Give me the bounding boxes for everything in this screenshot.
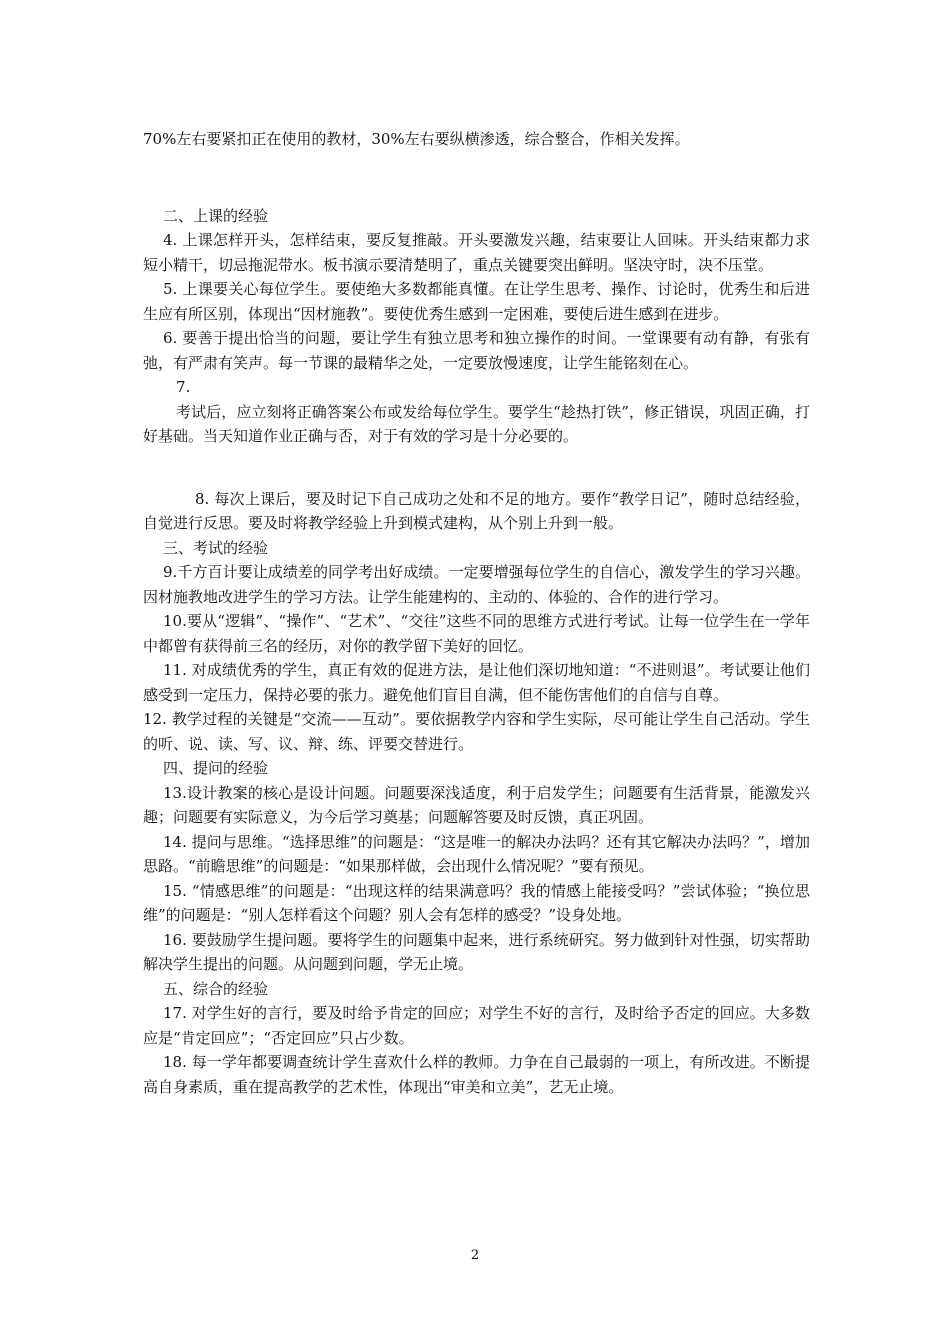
paragraph: 11. 对成绩优秀的学生，真正有效的促进方法，是让他们深切地知道：“不进则退”。考试要让他们感受到一定压力，保持必要的张力。避免他们盲目自满，但不能伤害他们的自信与自尊。 <box>143 661 810 704</box>
paragraph: 8. 每次上课后，要及时记下自己成功之处和不足的地方。要作“教学日记”，随时总结经验，自觉进行反思。要及时将教学经验上升到模式建构，从个别上升到一般。 <box>143 489 810 532</box>
document-body <box>143 127 810 1099</box>
paragraph: 4. 上课怎样开头，怎样结束，要反复推敲。开头要激发兴趣，结束要让人回味。开头结束都力求短小精干，切忌拖泥带水。板书演示要清楚明了，重点关键要突出鲜明。坚决守时，决不压堂。 <box>143 231 810 274</box>
paragraph: 5. 上课要关心每位学生。要使绝大多数都能真懂。在让学生思考、操作、讨论时，优秀生和后进生应有所区别，体现出“因材施教”。要使优秀生感到一定困难，要使后进生感到在进步。 <box>143 280 810 323</box>
paragraph: 14. 提问与思维。“选择思维”的问题是：“这是唯一的解决办法吗？还有其它解决办法吗？”，增加思路。“前瞻思维”的问题是：“如果那样做，会出现什么情况呢？”要有预见。 <box>143 832 810 875</box>
blank-gap <box>143 152 810 204</box>
paragraph: 15. “情感思维”的问题是：“出现这样的结果满意吗？我的情感上能接受吗？”尝试体验；“换位思维”的问题是：“别人怎样看这个问题？别人会有怎样的感受？”设身处地。 <box>143 881 810 924</box>
blank-gap <box>143 449 810 487</box>
paragraph: 考试后，应立刻将正确答案公布或发给每位学生。要学生“趁热打铁”，修正错误，巩固正确，打好基础。当天知道作业正确与否，对于有效的学习是十分必要的。 <box>143 402 810 445</box>
section-heading: 二、上课的经验 <box>163 206 269 225</box>
page-number: 2 <box>470 1248 480 1263</box>
paragraph: 18. 每一学年都要调查统计学生喜欢什么样的教师。力争在自己最弱的一项上，有所改进。不断提高自身素质，重在提高教学的艺术性，体现出“审美和立美”，艺无止境。 <box>143 1053 810 1096</box>
paragraph: 16. 要鼓励学生提问题。要将学生的问题集中起来，进行系统研究。努力做到针对性强，切实帮助解决学生提出的问题。从问题到问题，学无止境。 <box>143 930 810 973</box>
paragraph: 9.千方百计要让成绩差的同学考出好成绩。一定要增强每位学生的自信心，激发学生的学习兴趣。因材施教地改进学生的学习方法。让学生能建构的、主动的、体验的、合作的进行学习。 <box>143 563 810 606</box>
section-heading: 五、综合的经验 <box>163 979 269 998</box>
section-heading: 三、考试的经验 <box>163 538 269 557</box>
paragraph: 17. 对学生好的言行，要及时给予肯定的回应；对学生不好的言行，及时给予否定的回应。大多数应是“肯定回应”；“否定回应”只占少数。 <box>143 1004 810 1047</box>
paragraph: 70%左右要紧扣正在使用的教材，30%左右要纵横渗透，综合整合，作相关发挥。 <box>143 130 690 148</box>
paragraph-number: 7. <box>176 378 191 396</box>
paragraph: 10.要从“逻辑”、“操作”、“艺术”、“交往”这些不同的思维方式进行考试。让每一位学生在一学年中都曾有获得前三名的经历，对你的教学留下美好的回忆。 <box>143 612 810 655</box>
paragraph: 6. 要善于提出恰当的问题，要让学生有独立思考和独立操作的时间。一堂课要有动有静，有张有弛，有严肃有笑声。每一节课的最精华之处，一定要放慢速度，让学生能铭刻在心。 <box>143 329 810 372</box>
section-heading: 四、提问的经验 <box>163 759 269 777</box>
paragraph: 13.设计教案的核心是设计问题。问题要深浅适度，利于启发学生；问题要有生活背景，能激发兴趣；问题要有实际意义，为今后学习奠基；问题解答要及时反馈，真正巩固。 <box>143 783 810 826</box>
paragraph: 12. 教学过程的关键是“交流——互动”。要依据教学内容和学生实际，尽可能让学生自己活动。学生的听、说、读、写、议、辩、练、评要交替进行。 <box>143 710 810 753</box>
